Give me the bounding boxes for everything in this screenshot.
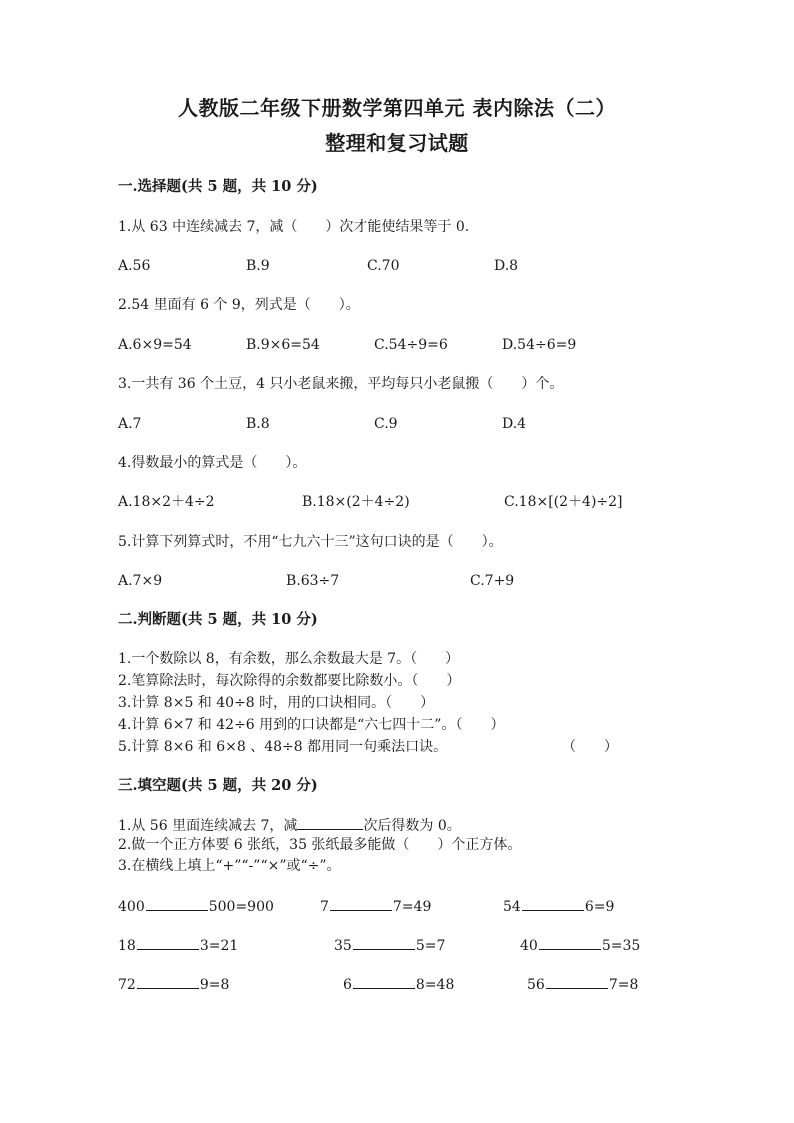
operand: 6=9 (584, 899, 615, 915)
option-c: C.7+9 (470, 573, 515, 589)
section-heading-judgement: 二.判断题(共 5 题，共 10 分) (118, 611, 318, 628)
operator-blank[interactable] (539, 937, 601, 950)
option-a: A.56 (118, 258, 151, 274)
question-text: 1.从 56 里面连续减去 7，减 (118, 818, 298, 834)
fill-expression (334, 937, 445, 953)
fill-expression (343, 976, 454, 992)
operand: 6 (343, 977, 352, 993)
operator-blank[interactable] (546, 976, 608, 989)
option-d: D.54÷6=9 (502, 337, 577, 353)
operand: 40 (520, 938, 538, 954)
option-a: A.6×9=54 (118, 337, 192, 353)
option-b: B.9×6=54 (246, 337, 320, 353)
operand: 9=8 (199, 977, 230, 993)
question-text: 2.54 里面有 6 个 9，列式是（ ）。 (118, 297, 360, 313)
fill-expression (503, 898, 614, 914)
option-d: D.8 (494, 258, 519, 274)
fill-expression (118, 898, 274, 914)
option-c: C.70 (367, 258, 400, 274)
option-a: A.7 (118, 416, 142, 432)
option-b: B.9 (246, 258, 270, 274)
list-item: 1.一个数除以 8，有余数，那么余数最大是 7。（ ） (118, 651, 460, 667)
answer-blank[interactable] (297, 817, 363, 830)
fill-expression (118, 937, 238, 953)
operand: 400 (118, 899, 145, 915)
option-b: B.63÷7 (286, 573, 340, 589)
operand: 8=48 (415, 977, 455, 993)
operand: 7=49 (392, 899, 432, 915)
list-item: 4.计算 6×7 和 42÷6 用到的口诀都是“六七四十二”。（ ） (118, 717, 505, 733)
fill-expression (320, 898, 431, 914)
list-item: 3.计算 8×5 和 40÷8 时，用的口诀相同。（ ） (118, 695, 435, 711)
operand: 500=900 (208, 899, 274, 915)
question-text: 3.一共有 36 个土豆，4 只小老鼠来搬，平均每只小老鼠搬（ ）个。 (118, 376, 564, 392)
operand: 35 (334, 938, 352, 954)
operator-blank[interactable] (353, 937, 415, 950)
question-text: 2.做一个正方体要 6 张纸，35 张纸最多能做（ ）个正方体。 (118, 837, 522, 853)
operand: 5=7 (415, 938, 446, 954)
document-subtitle: 整理和复习试题 (325, 131, 469, 155)
document-title: 人教版二年级下册数学第四单元 表内除法（二） (178, 96, 616, 120)
operator-blank[interactable] (137, 976, 199, 989)
operator-blank[interactable] (330, 898, 392, 911)
option-c: C.18×[(2＋4)÷2] (504, 494, 623, 510)
operator-blank[interactable] (522, 898, 584, 911)
option-a: A.7×9 (118, 573, 163, 589)
option-a: A.18×2＋4÷2 (118, 494, 215, 510)
option-c: C.54÷9=6 (374, 337, 448, 353)
fill-expression (527, 976, 638, 992)
section-heading-choice: 一.选择题(共 5 题，共 10 分) (118, 178, 318, 195)
operand: 56 (527, 977, 545, 993)
operand: 7=8 (608, 977, 639, 993)
fill-expression (520, 937, 640, 953)
operand: 18 (118, 938, 136, 954)
list-item: 2.笔算除法时，每次除得的余数都要比除数小。（ ） (118, 673, 461, 689)
fill-expression (118, 976, 229, 992)
list-item: 5.计算 8×6 和 6×8 、48÷8 都用同一句乘法口诀。 (118, 739, 448, 755)
option-b: B.8 (246, 416, 270, 432)
question-text: 5.计算下列算式时，不用“七九六十三”这句口诀的是（ ）。 (118, 534, 503, 550)
option-b: B.18×(2＋4÷2) (302, 494, 410, 510)
operand: 5=35 (601, 938, 641, 954)
operator-blank[interactable] (137, 937, 199, 950)
operand: 54 (503, 899, 521, 915)
option-d: D.4 (502, 416, 527, 432)
operand: 72 (118, 977, 136, 993)
operand: 3=21 (199, 938, 239, 954)
question-text: 3.在横线上填上“+”“-”“×”或“÷”。 (118, 858, 341, 874)
operand: 7 (320, 899, 329, 915)
question-text: 1.从 63 中连续减去 7，减（ ）次才能使结果等于 0. (118, 219, 470, 235)
question-text: 次后得数为 0。 (363, 818, 461, 834)
operator-blank[interactable] (353, 976, 415, 989)
section-heading-fill: 三.填空题(共 5 题，共 20 分) (118, 777, 318, 794)
option-c: C.9 (374, 416, 398, 432)
question-text: 4.得数最小的算式是（ ）。 (118, 455, 307, 471)
operator-blank[interactable] (146, 898, 208, 911)
fill-question-1 (118, 817, 461, 833)
answer-bracket: （ ） (562, 739, 618, 755)
